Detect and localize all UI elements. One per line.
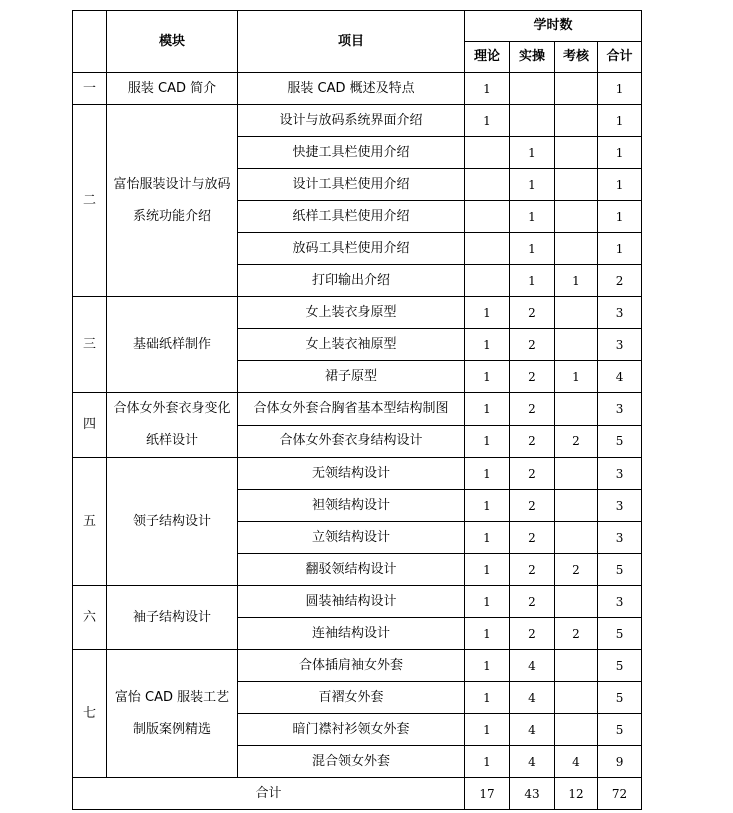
hours-exam: 2 [555, 425, 598, 458]
item-name: 打印输出介绍 [238, 265, 465, 297]
hours-practice: 2 [510, 393, 555, 426]
header-theory: 理论 [465, 42, 510, 73]
item-name: 设计与放码系统界面介绍 [238, 105, 465, 137]
hours-exam [555, 490, 598, 522]
hours-total: 5 [598, 425, 642, 458]
hours-practice: 1 [510, 233, 555, 265]
hours-total: 5 [598, 650, 642, 682]
total-total: 72 [598, 778, 642, 810]
hours-practice: 4 [510, 650, 555, 682]
item-name: 女上装衣袖原型 [238, 329, 465, 361]
table-row [73, 393, 642, 426]
hours-practice: 2 [510, 297, 555, 329]
hours-theory: 1 [465, 714, 510, 746]
module-number: 二 [73, 105, 107, 297]
total-row [73, 778, 642, 810]
item-name: 袒领结构设计 [238, 490, 465, 522]
item-name: 快捷工具栏使用介绍 [238, 137, 465, 169]
hours-total: 3 [598, 393, 642, 426]
hours-exam [555, 682, 598, 714]
hours-theory: 1 [465, 490, 510, 522]
module-name: 合体女外套衣身变化纸样设计 [107, 393, 238, 458]
hours-theory: 1 [465, 522, 510, 554]
module-name: 基础纸样制作 [107, 297, 238, 393]
hours-practice: 1 [510, 265, 555, 297]
hours-total: 1 [598, 137, 642, 169]
hours-exam [555, 522, 598, 554]
hours-practice: 2 [510, 425, 555, 458]
module-number: 七 [73, 650, 107, 778]
hours-total: 4 [598, 361, 642, 393]
module-number: 三 [73, 297, 107, 393]
header-total: 合计 [598, 42, 642, 73]
item-name: 无领结构设计 [238, 458, 465, 490]
hours-exam [555, 233, 598, 265]
module-name: 袖子结构设计 [107, 586, 238, 650]
hours-practice: 1 [510, 169, 555, 201]
item-name: 服装 CAD 概述及特点 [238, 73, 465, 105]
hours-practice: 1 [510, 201, 555, 233]
item-name: 百褶女外套 [238, 682, 465, 714]
hours-practice [510, 105, 555, 137]
hours-theory [465, 169, 510, 201]
hours-exam [555, 169, 598, 201]
hours-exam [555, 650, 598, 682]
hours-theory: 1 [465, 618, 510, 650]
item-name: 合体插肩袖女外套 [238, 650, 465, 682]
header-exam: 考核 [555, 42, 598, 73]
hours-total: 3 [598, 329, 642, 361]
hours-total: 1 [598, 201, 642, 233]
hours-theory: 1 [465, 586, 510, 618]
item-name: 连袖结构设计 [238, 618, 465, 650]
hours-exam: 1 [555, 361, 598, 393]
item-name: 立领结构设计 [238, 522, 465, 554]
hours-theory: 1 [465, 425, 510, 458]
hours-total: 3 [598, 490, 642, 522]
hours-total: 5 [598, 554, 642, 586]
item-name: 女上装衣身原型 [238, 297, 465, 329]
hours-exam: 4 [555, 746, 598, 778]
hours-total: 5 [598, 714, 642, 746]
table-footer [73, 778, 642, 810]
module-name: 富怡服装设计与放码系统功能介绍 [107, 105, 238, 297]
hours-theory: 1 [465, 329, 510, 361]
item-name: 合体女外套合胸省基本型结构制图 [238, 393, 465, 426]
hours-total: 3 [598, 522, 642, 554]
hours-practice: 4 [510, 714, 555, 746]
hours-exam [555, 201, 598, 233]
hours-practice: 2 [510, 458, 555, 490]
item-name: 暗门襟衬衫领女外套 [238, 714, 465, 746]
hours-total: 3 [598, 586, 642, 618]
hours-theory [465, 233, 510, 265]
hours-total: 5 [598, 618, 642, 650]
hours-exam [555, 73, 598, 105]
table-row [73, 105, 642, 137]
hours-exam: 2 [555, 554, 598, 586]
hours-theory: 1 [465, 297, 510, 329]
hours-exam [555, 714, 598, 746]
item-name: 合体女外套衣身结构设计 [238, 425, 465, 458]
hours-exam [555, 105, 598, 137]
table-row [73, 458, 642, 490]
total-label: 合计 [73, 778, 465, 810]
module-number: 一 [73, 73, 107, 105]
hours-practice: 1 [510, 137, 555, 169]
hours-theory: 1 [465, 650, 510, 682]
hours-practice: 4 [510, 682, 555, 714]
hours-theory: 1 [465, 554, 510, 586]
hours-practice: 2 [510, 522, 555, 554]
table-row [73, 650, 642, 682]
hours-total: 1 [598, 169, 642, 201]
total-practice: 43 [510, 778, 555, 810]
item-name: 纸样工具栏使用介绍 [238, 201, 465, 233]
hours-theory: 1 [465, 73, 510, 105]
hours-total: 3 [598, 297, 642, 329]
hours-exam [555, 393, 598, 426]
hours-practice: 2 [510, 554, 555, 586]
item-name: 混合领女外套 [238, 746, 465, 778]
total-theory: 17 [465, 778, 510, 810]
table-row [73, 297, 642, 329]
hours-total: 9 [598, 746, 642, 778]
hours-theory [465, 137, 510, 169]
hours-practice: 4 [510, 746, 555, 778]
table-row [73, 73, 642, 105]
hours-practice: 2 [510, 586, 555, 618]
hours-total: 5 [598, 682, 642, 714]
hours-theory: 1 [465, 393, 510, 426]
hours-exam [555, 586, 598, 618]
header-hours: 学时数 [465, 11, 642, 42]
table-header [73, 11, 642, 73]
header-module: 模块 [107, 11, 238, 73]
hours-practice: 2 [510, 329, 555, 361]
item-name: 放码工具栏使用介绍 [238, 233, 465, 265]
hours-theory [465, 265, 510, 297]
hours-exam: 2 [555, 618, 598, 650]
hours-practice: 2 [510, 361, 555, 393]
course-hours-table [72, 10, 642, 810]
hours-total: 1 [598, 105, 642, 137]
hours-total: 1 [598, 73, 642, 105]
hours-practice: 2 [510, 490, 555, 522]
total-exam: 12 [555, 778, 598, 810]
hours-practice [510, 73, 555, 105]
hours-exam: 1 [555, 265, 598, 297]
hours-total: 2 [598, 265, 642, 297]
table-row [73, 586, 642, 618]
module-number: 五 [73, 458, 107, 586]
module-name: 服装 CAD 简介 [107, 73, 238, 105]
module-number: 四 [73, 393, 107, 458]
table-body [73, 73, 642, 778]
module-name: 领子结构设计 [107, 458, 238, 586]
hours-total: 1 [598, 233, 642, 265]
hours-exam [555, 297, 598, 329]
hours-exam [555, 458, 598, 490]
header-practice: 实操 [510, 42, 555, 73]
item-name: 圆装袖结构设计 [238, 586, 465, 618]
hours-exam [555, 137, 598, 169]
item-name: 翻驳领结构设计 [238, 554, 465, 586]
hours-total: 3 [598, 458, 642, 490]
hours-exam [555, 329, 598, 361]
hours-theory: 1 [465, 746, 510, 778]
hours-practice: 2 [510, 618, 555, 650]
hours-theory: 1 [465, 105, 510, 137]
item-name: 设计工具栏使用介绍 [238, 169, 465, 201]
item-name: 裙子原型 [238, 361, 465, 393]
header-blank [73, 11, 107, 73]
hours-theory: 1 [465, 361, 510, 393]
header-item: 项目 [238, 11, 465, 73]
hours-theory: 1 [465, 458, 510, 490]
module-name: 富怡 CAD 服装工艺制版案例精选 [107, 650, 238, 778]
hours-theory [465, 201, 510, 233]
module-number: 六 [73, 586, 107, 650]
hours-theory: 1 [465, 682, 510, 714]
